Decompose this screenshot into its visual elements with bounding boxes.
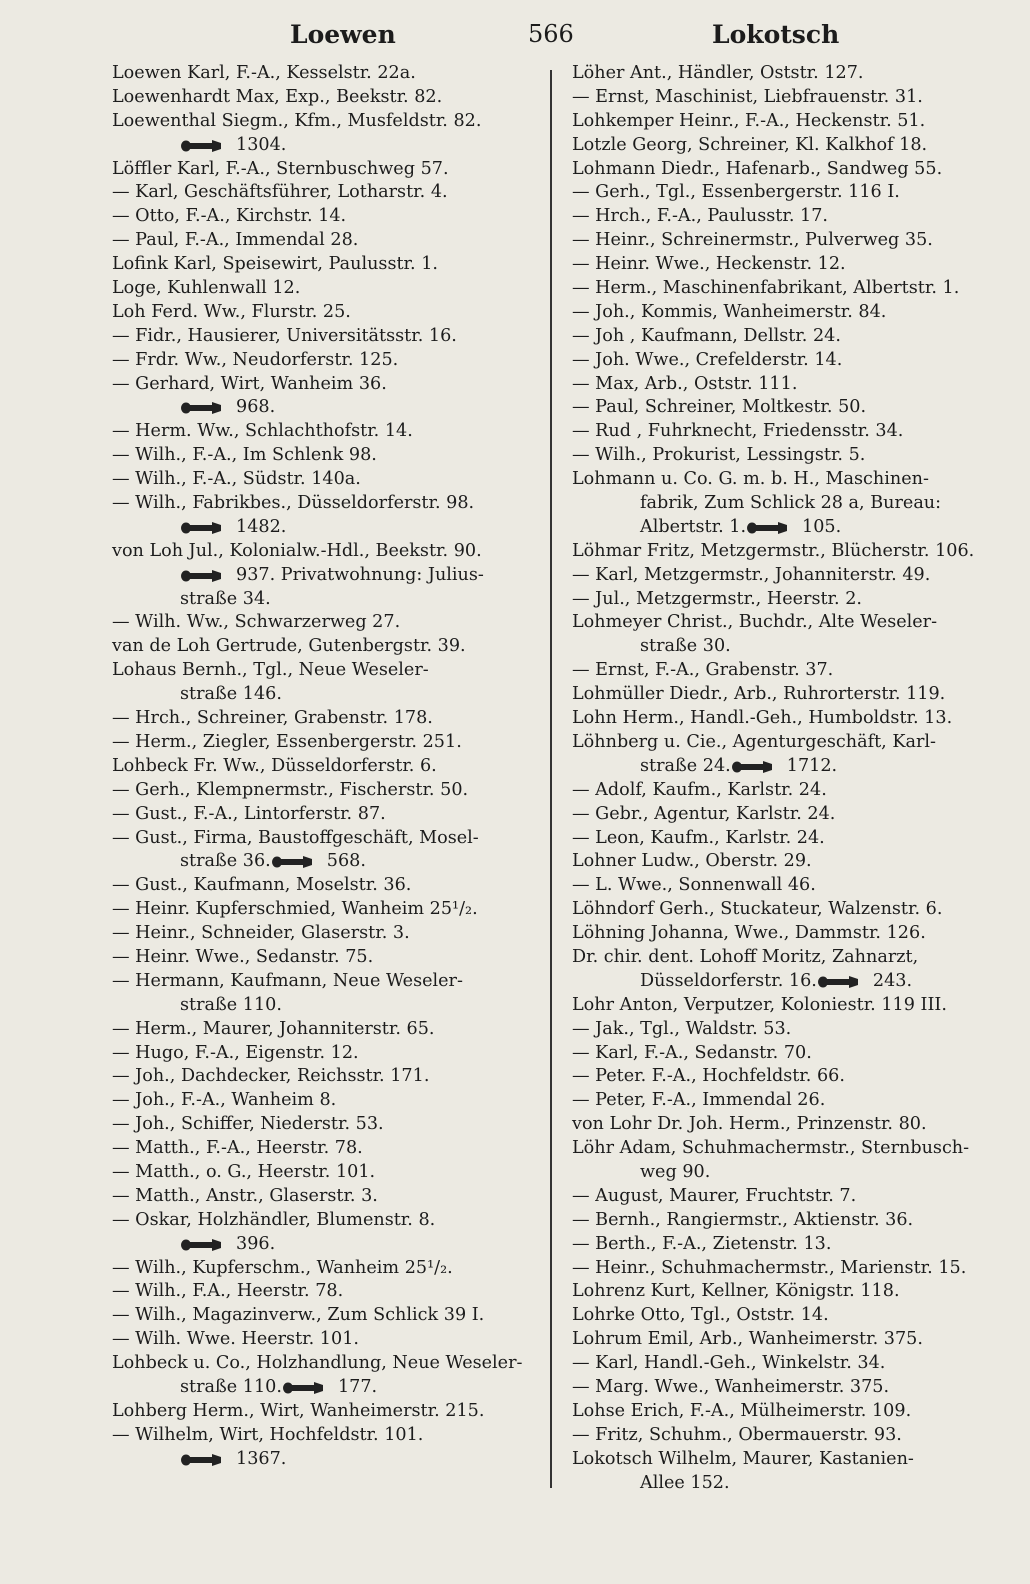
- entry-text: straße 34.: [180, 588, 271, 609]
- entry-text: straße 146.: [180, 684, 282, 705]
- directory-entry: [572, 86, 982, 110]
- entry-text: Lohmann u. Co. G. m. b. H., Maschinen-: [572, 469, 929, 490]
- directory-entry: [572, 731, 982, 755]
- directory-entry: [112, 253, 532, 277]
- entry-text: 1712.: [786, 755, 838, 776]
- telephone-icon: [180, 1453, 224, 1467]
- entry-text: — Hermann, Kaufmann, Neue Weseler-: [112, 970, 463, 991]
- entry-text: — Heinr., Schneider, Glaserstr. 3.: [112, 923, 410, 944]
- directory-entry: [572, 110, 982, 134]
- directory-entry: [572, 755, 982, 779]
- entry-text: — Berth., F.-A., Zietenstr. 13.: [572, 1233, 832, 1254]
- directory-entry: [112, 731, 532, 755]
- directory-entry: [572, 683, 982, 707]
- telephone-icon: [180, 401, 224, 415]
- directory-entry: [572, 205, 982, 229]
- left-column: [112, 62, 532, 1472]
- directory-entry: [572, 564, 982, 588]
- directory-entry: [572, 468, 982, 492]
- entry-text: — Herm., Maschinenfabrikant, Albertstr. 1.: [572, 278, 960, 299]
- entry-text: — Paul, F.-A., Immendal 28.: [112, 230, 359, 251]
- directory-entry: [572, 588, 982, 612]
- entry-text: — Wilh., F.-A., Südstr. 140a.: [112, 469, 361, 490]
- directory-entry: [112, 635, 532, 659]
- telephone-icon: [180, 569, 224, 583]
- entry-text: 105.: [802, 516, 842, 537]
- entry-text: 1304.: [236, 134, 287, 155]
- entry-text: Albertstr. 1.: [640, 516, 747, 537]
- entry-text: Lofink Karl, Speisewirt, Paulusstr. 1.: [112, 254, 438, 275]
- entry-text: — Fidr., Hausierer, Universitätsstr. 16.: [112, 325, 457, 346]
- directory-entry: [112, 396, 532, 420]
- entry-text: Lohkemper Heinr., F.-A., Heckenstr. 51.: [572, 110, 926, 131]
- entry-text: — Matth., Anstr., Glaserstr. 3.: [112, 1185, 378, 1206]
- directory-entry: [572, 1352, 982, 1376]
- directory-entry: [572, 827, 982, 851]
- directory-entry: [112, 1209, 532, 1233]
- directory-entry: [572, 635, 982, 659]
- entry-text: Lohse Erich, F.-A., Mülheimerstr. 109.: [572, 1400, 912, 1421]
- directory-entry: [572, 444, 982, 468]
- directory-entry: [572, 181, 982, 205]
- entry-text: Löhmar Fritz, Metzgermstr., Blücherstr. 106.: [572, 540, 975, 561]
- entry-text: Loewen Karl, F.-A., Kesselstr. 22a.: [112, 63, 416, 83]
- entry-text: 396.: [236, 1233, 276, 1254]
- entry-text: — Karl, Handl.-Geh., Winkelstr. 34.: [572, 1353, 886, 1374]
- entry-text: — Wilh. Ww., Schwarzerweg 27.: [112, 612, 401, 633]
- directory-entry: [572, 1472, 982, 1496]
- entry-text: Lohbeck Fr. Ww., Düsseldorferstr. 6.: [112, 755, 437, 776]
- directory-entry: [112, 110, 532, 134]
- directory-entry: [572, 994, 982, 1018]
- entry-text: — Heinr. Kupferschmied, Wanheim 25¹/₂.: [112, 899, 478, 920]
- entry-text: Allee 152.: [640, 1472, 730, 1493]
- entry-text: Löhning Johanna, Wwe., Dammstr. 126.: [572, 923, 926, 944]
- directory-entry: [112, 325, 532, 349]
- directory-entry: [112, 898, 532, 922]
- entry-text: — Herm. Ww., Schlachthofstr. 14.: [112, 421, 413, 442]
- directory-entry: [112, 1113, 532, 1137]
- entry-text: Lotzle Georg, Schreiner, Kl. Kalkhof 18.: [572, 134, 928, 155]
- entry-text: — Hrch., Schreiner, Grabenstr. 178.: [112, 708, 433, 729]
- running-head-left: Loewen: [290, 20, 396, 49]
- directory-entry: [112, 850, 532, 874]
- entry-text: 177.: [337, 1376, 378, 1397]
- entry-text: Lohrum Emil, Arb., Wanheimerstr. 375.: [572, 1329, 923, 1350]
- entry-text: — Joh., F.-A., Wanheim 8.: [112, 1090, 337, 1111]
- entry-text: — Fritz, Schuhm., Obermauerstr. 93.: [572, 1424, 902, 1445]
- directory-entry: [572, 803, 982, 827]
- directory-entry: [572, 1304, 982, 1328]
- entry-text: — Wilh., Kupferschm., Wanheim 25¹/₂.: [112, 1257, 453, 1278]
- directory-entry: [112, 468, 532, 492]
- directory-entry: [112, 564, 532, 588]
- entry-text: Löffler Karl, F.-A., Sternbuschweg 57.: [112, 158, 449, 179]
- entry-text: — Gust., F.-A., Lintorferstr. 87.: [112, 803, 386, 824]
- directory-entry: [572, 1280, 982, 1304]
- directory-entry: [572, 158, 982, 182]
- entry-text: straße 110.: [180, 1376, 282, 1397]
- entry-text: — Ernst, Maschinist, Liebfrauenstr. 31.: [572, 86, 923, 107]
- directory-entry: [572, 1376, 982, 1400]
- directory-entry: [572, 874, 982, 898]
- entry-text: Löhndorf Gerh., Stuckateur, Walzenstr. 6.: [572, 899, 943, 920]
- entry-text: Lohmeyer Christ., Buchdr., Alte Weseler-: [572, 612, 938, 633]
- entry-text: — Hrch., F.-A., Paulusstr. 17.: [572, 206, 828, 227]
- directory-entry: [112, 1018, 532, 1042]
- directory-entry: [112, 492, 532, 516]
- directory-entry: [572, 229, 982, 253]
- directory-entry: [572, 1185, 982, 1209]
- directory-entry: [112, 1089, 532, 1113]
- directory-entry: [112, 707, 532, 731]
- entry-text: 1367.: [236, 1448, 287, 1469]
- entry-text: — Otto, F.-A., Kirchstr. 14.: [112, 206, 347, 227]
- directory-entry: [112, 1400, 532, 1424]
- directory-entry: [112, 1257, 532, 1281]
- directory-entry: [112, 1233, 532, 1257]
- page-number: 566: [528, 20, 574, 48]
- directory-entry: [112, 1352, 532, 1376]
- entry-text: — Joh. Wwe., Crefelderstr. 14.: [572, 349, 843, 370]
- telephone-icon: [180, 1238, 224, 1252]
- directory-entry: [112, 62, 532, 86]
- entry-text: — Rud , Fuhrknecht, Friedensstr. 34.: [572, 421, 904, 442]
- entry-text: — L. Wwe., Sonnenwall 46.: [572, 875, 816, 896]
- directory-entry: [112, 349, 532, 373]
- directory-entry: [572, 516, 982, 540]
- page-header: [0, 20, 1030, 60]
- directory-entry: [572, 970, 982, 994]
- entry-text: van de Loh Gertrude, Gutenbergstr. 39.: [112, 636, 466, 657]
- directory-entry: [572, 373, 982, 397]
- directory-entry: [572, 540, 982, 564]
- entry-text: — Wilh., F.-A., Im Schlenk 98.: [112, 445, 377, 466]
- directory-entry: [112, 373, 532, 397]
- entry-text: — Karl, Geschäftsführer, Lotharstr. 4.: [112, 182, 448, 203]
- entry-text: — Heinr. Wwe., Heckenstr. 12.: [572, 254, 846, 275]
- directory-entry: [572, 1161, 982, 1185]
- directory-entry: [572, 396, 982, 420]
- telephone-icon: [271, 855, 315, 869]
- directory-entry: [572, 134, 982, 158]
- directory-entry: [572, 1400, 982, 1424]
- entry-text: Lohr Anton, Verputzer, Koloniestr. 119 III.: [572, 994, 947, 1015]
- entry-text: — Adolf, Kaufm., Karlstr. 24.: [572, 779, 827, 800]
- directory-entry: [572, 922, 982, 946]
- entry-text: Lohrenz Kurt, Kellner, Königstr. 118.: [572, 1281, 900, 1302]
- directory-entry: [112, 1304, 532, 1328]
- directory-entry: [112, 181, 532, 205]
- directory-entry: [572, 301, 982, 325]
- directory-entry: [112, 588, 532, 612]
- entry-text: — Peter, F.-A., Immendal 26.: [572, 1090, 826, 1111]
- directory-entry: [112, 755, 532, 779]
- directory-entry: [572, 1448, 982, 1472]
- directory-entry: [572, 492, 982, 516]
- directory-entry: [112, 229, 532, 253]
- entry-text: — Joh., Schiffer, Niederstr. 53.: [112, 1114, 384, 1135]
- entry-text: 568.: [326, 851, 366, 872]
- directory-entry: [572, 779, 982, 803]
- entry-text: — Max, Arb., Oststr. 111.: [572, 373, 798, 394]
- entry-text: — Herm., Ziegler, Essenbergerstr. 251.: [112, 731, 462, 752]
- entry-text: — Gebr., Agentur, Karlstr. 24.: [572, 803, 836, 824]
- entry-text: Lohner Ludw., Oberstr. 29.: [572, 851, 812, 872]
- directory-entry: [572, 349, 982, 373]
- right-column: [572, 62, 982, 1495]
- entry-text: — Gust., Firma, Baustoffgeschäft, Mosel-: [112, 827, 479, 848]
- directory-entry: [112, 1137, 532, 1161]
- directory-entry: [112, 420, 532, 444]
- entry-text: Lohrke Otto, Tgl., Oststr. 14.: [572, 1305, 829, 1326]
- directory-entry: [112, 994, 532, 1018]
- directory-entry: [112, 611, 532, 635]
- telephone-icon: [180, 521, 224, 535]
- directory-entry: [112, 86, 532, 110]
- column-divider: [550, 70, 552, 1488]
- entry-text: — Peter. F.-A., Hochfeldstr. 66.: [572, 1066, 845, 1087]
- directory-entry: [112, 540, 532, 564]
- telephone-icon: [180, 139, 224, 153]
- entry-text: — Joh., Kommis, Wanheimerstr. 84.: [572, 301, 887, 322]
- entry-text: Lohmann Diedr., Hafenarb., Sandweg 55.: [572, 158, 943, 179]
- entry-text: — Wilh., Fabrikbes., Düsseldorferstr. 98.: [112, 493, 475, 514]
- entry-text: Loewenthal Siegm., Kfm., Musfeldstr. 82.: [112, 110, 482, 131]
- directory-entry: [112, 1280, 532, 1304]
- entry-text: — Gust., Kaufmann, Moselstr. 36.: [112, 875, 412, 896]
- directory-entry: [572, 1089, 982, 1113]
- entry-text: — Leon, Kaufm., Karlstr. 24.: [572, 827, 825, 848]
- entry-text: Löhr Adam, Schuhmachermstr., Sternbusch-: [572, 1138, 970, 1159]
- entry-text: — August, Maurer, Fruchtstr. 7.: [572, 1185, 857, 1206]
- entry-text: Lohberg Herm., Wirt, Wanheimerstr. 215.: [112, 1400, 485, 1421]
- entry-text: — Wilhelm, Wirt, Hochfeldstr. 101.: [112, 1424, 424, 1445]
- entry-text: straße 36.: [180, 851, 271, 872]
- entry-text: fabrik, Zum Schlick 28 a, Bureau:: [640, 493, 942, 514]
- entry-text: — Paul, Schreiner, Moltkestr. 50.: [572, 397, 867, 418]
- directory-entry: [572, 1424, 982, 1448]
- directory-entry: [572, 1257, 982, 1281]
- directory-entry: [112, 803, 532, 827]
- entry-text: — Marg. Wwe., Wanheimerstr. 375.: [572, 1376, 890, 1397]
- directory-entry: [572, 325, 982, 349]
- entry-text: — Ernst, F.-A., Grabenstr. 37.: [572, 660, 834, 681]
- entry-text: 243.: [872, 970, 913, 991]
- entry-text: — Gerh., Tgl., Essenbergerstr. 116 I.: [572, 182, 900, 203]
- directory-entry: [112, 779, 532, 803]
- entry-text: Dr. chir. dent. Lohoff Moritz, Zahnarzt,: [572, 946, 919, 967]
- entry-text: Loewenhardt Max, Exp., Beekstr. 82.: [112, 86, 443, 107]
- directory-entry: [572, 659, 982, 683]
- directory-entry: [112, 134, 532, 158]
- directory-entry: [572, 62, 982, 86]
- entry-text: — Gerh., Klempnermstr., Fischerstr. 50.: [112, 779, 469, 800]
- directory-entry: [112, 1328, 532, 1352]
- telephone-icon: [282, 1381, 326, 1395]
- entry-text: — Matth., o. G., Heerstr. 101.: [112, 1161, 376, 1182]
- entry-text: — Wilh. Wwe. Heerstr. 101.: [112, 1329, 359, 1350]
- entry-text: Lohn Herm., Handl.-Geh., Humboldstr. 13.: [572, 708, 953, 729]
- directory-entry: [572, 253, 982, 277]
- entry-text: Loh Ferd. Ww., Flurstr. 25.: [112, 301, 351, 322]
- directory-entry: [572, 850, 982, 874]
- directory-entry: [112, 301, 532, 325]
- entry-text: Lohmüller Diedr., Arb., Ruhrorterstr. 119.: [572, 684, 946, 705]
- directory-entry: [112, 827, 532, 851]
- directory-entry: [572, 1209, 982, 1233]
- directory-entry: [112, 1065, 532, 1089]
- directory-entry: [112, 516, 532, 540]
- entry-text: — Jul., Metzgermstr., Heerstr. 2.: [572, 588, 862, 609]
- directory-entry: [572, 611, 982, 635]
- entry-text: — Heinr., Schuhmachermstr., Marienstr. 15.: [572, 1257, 967, 1278]
- directory-entry: [572, 1113, 982, 1137]
- directory-entry: [112, 922, 532, 946]
- entry-text: von Loh Jul., Kolonialw.-Hdl., Beekstr. 90.: [112, 540, 482, 561]
- entry-text: — Karl, Metzgermstr., Johanniterstr. 49.: [572, 564, 931, 585]
- entry-text: 937. Privatwohnung: Julius-: [236, 564, 484, 585]
- directory-entry: [112, 946, 532, 970]
- entry-text: Lokotsch Wilhelm, Maurer, Kastanien-: [572, 1448, 914, 1469]
- entry-text: straße 30.: [640, 636, 731, 657]
- directory-entry: [112, 1185, 532, 1209]
- directory-entry: [112, 1042, 532, 1066]
- entry-text: — Herm., Maurer, Johanniterstr. 65.: [112, 1018, 435, 1039]
- telephone-icon: [731, 760, 775, 774]
- entry-text: — Oskar, Holzhändler, Blumenstr. 8.: [112, 1209, 436, 1230]
- directory-entry: [112, 444, 532, 468]
- entry-text: — Joh , Kaufmann, Dellstr. 24.: [572, 325, 841, 346]
- directory-entry: [572, 898, 982, 922]
- entry-text: — Joh., Dachdecker, Reichsstr. 171.: [112, 1066, 430, 1087]
- directory-entry: [112, 277, 532, 301]
- entry-text: — Wilh., F.A., Heerstr. 78.: [112, 1281, 344, 1302]
- telephone-icon: [817, 975, 861, 989]
- entry-text: — Heinr., Schreinermstr., Pulverweg 35.: [572, 230, 933, 251]
- directory-entry: [572, 277, 982, 301]
- entry-text: von Lohr Dr. Joh. Herm., Prinzenstr. 80.: [572, 1114, 927, 1135]
- entry-text: — Frdr. Ww., Neudorferstr. 125.: [112, 349, 399, 370]
- entry-text: — Hugo, F.-A., Eigenstr. 12.: [112, 1042, 359, 1063]
- entry-text: straße 24.: [640, 755, 731, 776]
- running-head-right: Lokotsch: [712, 20, 840, 49]
- directory-entry: [572, 946, 982, 970]
- directory-entry: [112, 659, 532, 683]
- directory-entry: [112, 1376, 532, 1400]
- directory-entry: [572, 1042, 982, 1066]
- directory-entry: [572, 420, 982, 444]
- entry-text: Düsseldorferstr. 16.: [640, 970, 817, 991]
- directory-entry: [572, 1233, 982, 1257]
- entry-text: — Heinr. Wwe., Sedanstr. 75.: [112, 946, 374, 967]
- directory-entry: [112, 1448, 532, 1472]
- directory-entry: [112, 1161, 532, 1185]
- entry-text: — Bernh., Rangiermstr., Aktienstr. 36.: [572, 1209, 914, 1230]
- entry-text: — Karl, F.-A., Sedanstr. 70.: [572, 1042, 812, 1063]
- entry-text: — Wilh., Magazinverw., Zum Schlick 39 I.: [112, 1305, 485, 1326]
- entry-text: — Matth., F.-A., Heerstr. 78.: [112, 1138, 363, 1159]
- directory-entry: [572, 1018, 982, 1042]
- entry-text: Lohaus Bernh., Tgl., Neue Weseler-: [112, 660, 429, 681]
- telephone-icon: [746, 521, 790, 535]
- entry-text: Lohbeck u. Co., Holzhandlung, Neue Weseler-: [112, 1353, 523, 1374]
- entry-text: Löher Ant., Händler, Oststr. 127.: [572, 63, 864, 83]
- entry-text: Loge, Kuhlenwall 12.: [112, 278, 301, 299]
- directory-entry: [112, 970, 532, 994]
- directory-entry: [572, 1137, 982, 1161]
- directory-entry: [112, 158, 532, 182]
- entry-text: — Jak., Tgl., Waldstr. 53.: [572, 1018, 792, 1039]
- directory-entry: [112, 874, 532, 898]
- entry-text: weg 90.: [640, 1161, 711, 1182]
- directory-entry: [112, 1424, 532, 1448]
- entry-text: 968.: [236, 397, 276, 418]
- entry-text: — Wilh., Prokurist, Lessingstr. 5.: [572, 445, 866, 466]
- directory-entry: [572, 1328, 982, 1352]
- directory-entry: [572, 1065, 982, 1089]
- entry-text: straße 110.: [180, 994, 282, 1015]
- directory-entry: [112, 683, 532, 707]
- entry-text: 1482.: [236, 516, 287, 537]
- directory-entry: [572, 707, 982, 731]
- entry-text: — Gerhard, Wirt, Wanheim 36.: [112, 373, 387, 394]
- entry-text: Löhnberg u. Cie., Agenturgeschäft, Karl-: [572, 731, 936, 752]
- directory-entry: [112, 205, 532, 229]
